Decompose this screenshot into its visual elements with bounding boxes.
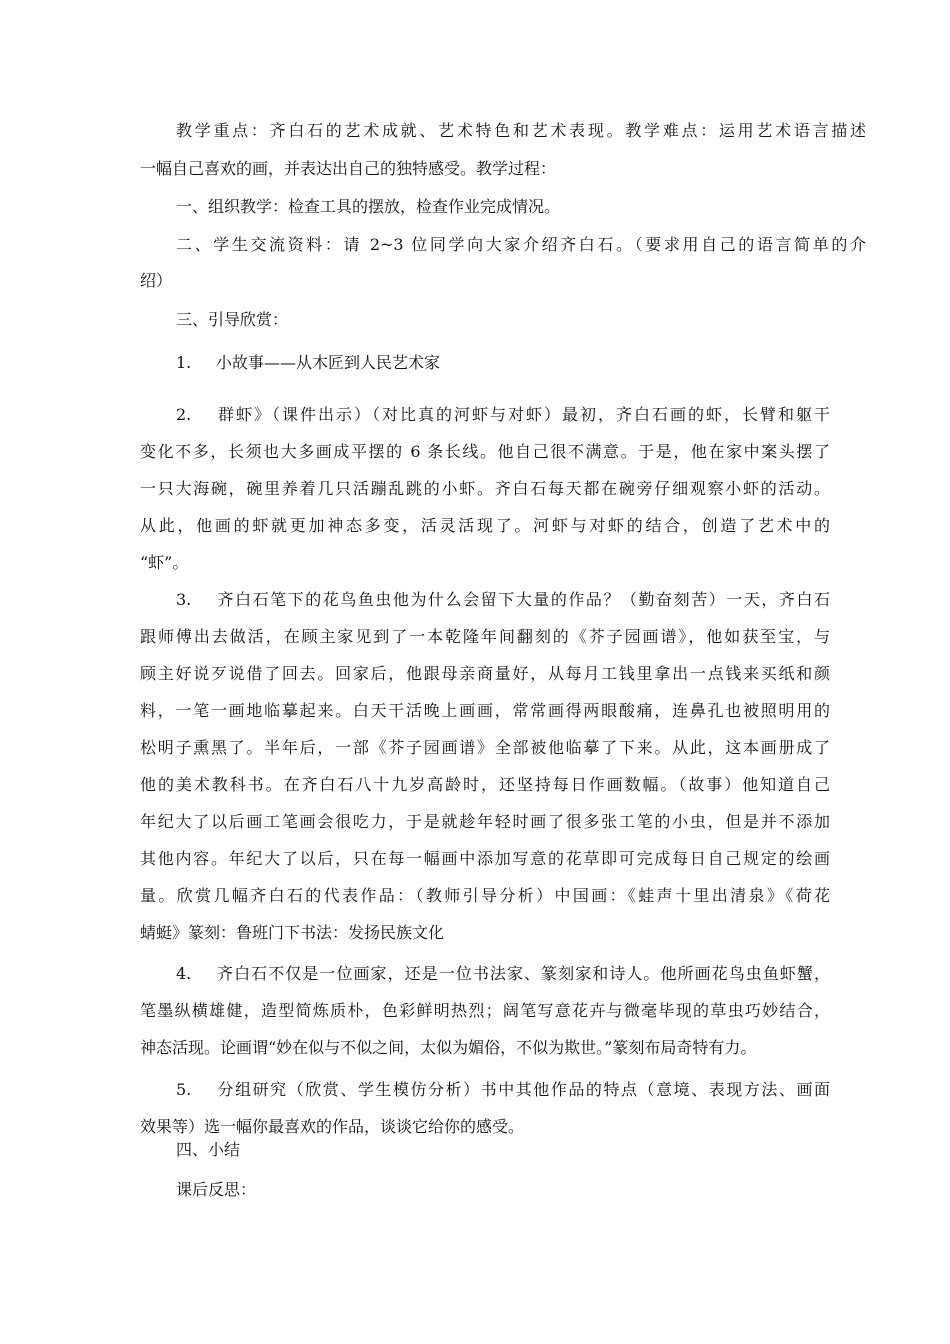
paragraph-key-points-cont: 一幅自己喜欢的画，并表达出自己的独特感受。教学过程：: [140, 159, 557, 178]
item-3-line-8: 其他内容。年纪大了以后，只在每一幅画中添加写意的花草即可完成每日自己规定的绘画: [140, 849, 830, 868]
step-summary: 四、小结: [176, 1140, 241, 1159]
item-5: 5. 分组研究（欣赏、学生模仿分析）书中其他作品的特点（意境、表现方法、画面: [176, 1080, 830, 1099]
paragraph-key-points: 教学重点：齐白石的艺术成就、艺术特色和艺术表现。教学难点：运用艺术语言描述: [176, 121, 866, 140]
item-2-line-2: 变化不多，长须也大多画成平摆的 6 条长线。他自己很不满意。于是，他在家中案头摆了: [140, 442, 830, 461]
step-guide-appreciation: 三、引导欣赏：: [176, 310, 289, 329]
item-1: 1. 小故事——从木匠到人民艺术家: [176, 353, 441, 372]
item-3: 3. 齐白石笔下的花鸟鱼虫他为什么会留下大量的作品？（勤奋刻苦）一天，齐白石: [176, 590, 830, 609]
step-organize: 一、组织教学：检查工具的摆放，检查作业完成情况。: [176, 197, 561, 216]
item-3-line-7: 年纪大了以后画工笔画会很吃力，于是就趁年轻时画了很多张工笔的小虫，但是并不添加: [140, 812, 830, 831]
item-5-line-2: 效果等）选一幅你最喜欢的作品，谈谈它给你的感受。: [140, 1117, 525, 1136]
item-4-line-2: 笔墨纵横雄健，造型简炼质朴，色彩鲜明热烈；阔笔写意花卉与微毫毕现的草虫巧妙结合，: [140, 1001, 830, 1020]
after-class-reflection: 课后反思：: [176, 1180, 257, 1199]
item-3-number: 3.: [176, 590, 192, 609]
item-2: 2. 群虾》（课件出示）（对比真的河虾与对虾）最初，齐白石画的虾，长臂和躯干: [176, 405, 830, 424]
item-2-number: 2.: [176, 405, 192, 424]
item-2-line-4: 从此，他画的虾就更加神态多变，活灵活现了。河虾与对虾的结合，创造了艺术中的: [140, 516, 830, 535]
item-2-line-3: 一只大海碗，碗里养着几只活蹦乱跳的小虾。齐白石每天都在碗旁仔细观察小虾的活动。: [140, 479, 830, 498]
item-3-line-2: 跟师傅出去做活，在顾主家见到了一本乾隆年间翻刻的《芥子园画谱》，他如获至宝，与: [140, 627, 830, 646]
item-2-line-5: “虾”。: [140, 553, 189, 572]
item-1-number: 1.: [176, 353, 192, 372]
item-3-line-3: 顾主好说歹说借了回去。回家后，他跟母亲商量好，从每月工钱里拿出一点钱来买纸和颜: [140, 664, 830, 683]
item-3-line-4: 料，一笔一画地临摹起来。白天干活晚上画画，常常画得两眼酸痛，连鼻孔也被照明用的: [140, 701, 830, 720]
item-3-line-6: 他的美术教科书。在齐白石八十九岁高龄时，还坚持每日作画数幅。（故事）他知道自己: [140, 775, 830, 794]
item-3-line-10: 蜻蜓》篆刻：鲁班门下书法：发扬民族文化: [140, 923, 445, 942]
item-4: 4. 齐白石不仅是一位画家，还是一位书法家、篆刻家和诗人。他所画花鸟虫鱼虾蟹，: [176, 964, 830, 983]
item-4-number: 4.: [176, 964, 192, 983]
item-5-number: 5.: [176, 1080, 192, 1099]
item-3-line-5: 松明子熏黑了。半年后，一部《芥子园画谱》全部被他临摹了下来。从此，这本画册成了: [140, 738, 830, 757]
step-student-share-cont: 绍）: [140, 271, 173, 290]
step-student-share: 二、学生交流资料：请 2~3 位同学向大家介绍齐白石。（要求用自己的语言简单的介: [176, 235, 866, 254]
item-4-line-3: 神态活现。论画谓“妙在似与不似之间，太似为媚俗，不似为欺世。”篆刻布局奇特有力。: [140, 1038, 757, 1057]
item-3-line-9: 量。欣赏几幅齐白石的代表作品：（教师引导分析）中国画：《蛙声十里出清泉》《荷花: [140, 886, 830, 905]
